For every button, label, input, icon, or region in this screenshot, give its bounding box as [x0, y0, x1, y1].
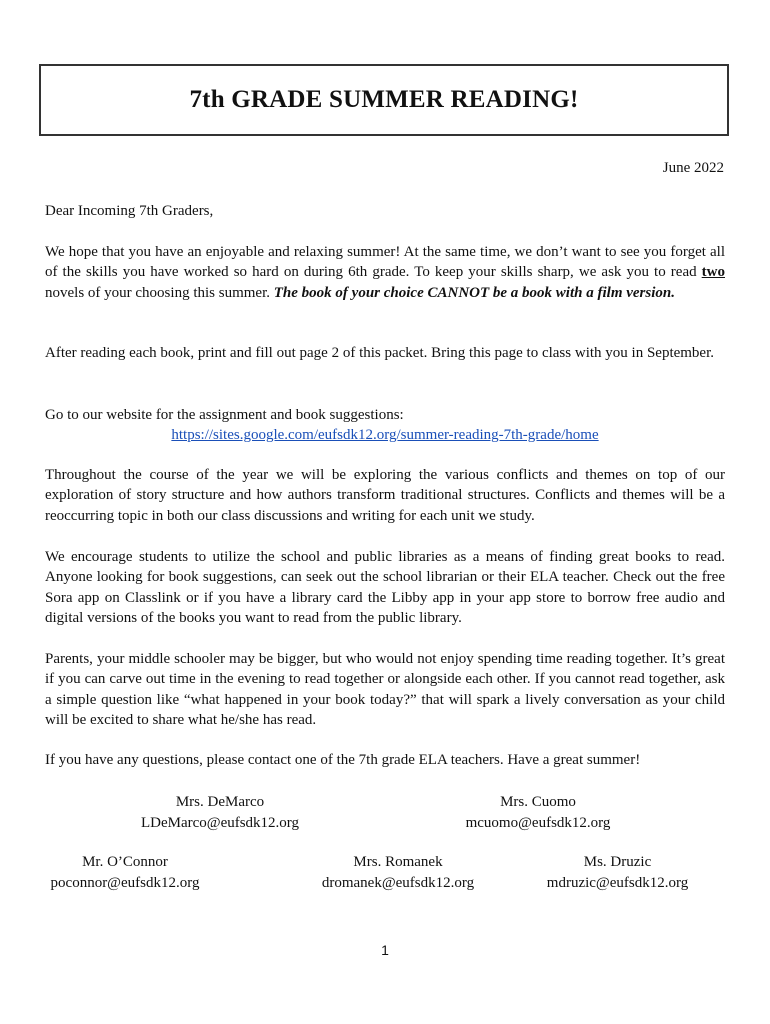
salutation — [45, 201, 725, 221]
film-version-warning: The book of your choice CANNOT be a book with a film version. — [273, 284, 675, 301]
contact-demarco — [120, 792, 320, 834]
contact-name: Mr. O’Connor — [82, 854, 168, 870]
contact-name: Ms. Druzic — [583, 854, 652, 870]
page-number: 1 — [381, 942, 389, 958]
paragraph-website-text: Go to our website for the assignment and book suggestions: — [45, 407, 404, 423]
website-link[interactable]: https://sites.google.com/eufsdk12.org/summer-reading-7th-grade/home — [171, 427, 599, 443]
intro-text-b: novels of your choosing this summer. — [45, 284, 274, 301]
intro-text-a: We hope that you have an enjoyable and relaxing summer! At the same time, we don’t want to see you forget all of the skills you have worked so hard on during 6th grade. To keep your skills sharp, we ask you to read — [45, 244, 725, 281]
contact-name: Mrs. Cuomo — [500, 794, 576, 810]
paragraph-parents — [45, 649, 725, 731]
page-title: 7th GRADE SUMMER READING! — [189, 86, 579, 113]
paragraph-intro-text — [45, 242, 725, 303]
paragraph-closing — [45, 750, 725, 770]
paragraph-closing-text: If you have any questions, please contact one of the 7th grade ELA teachers. Have a great summer! — [45, 752, 641, 768]
paragraph-intro — [45, 242, 725, 303]
paragraph-parents-text: Parents, your middle schooler may be bigger, but who would not enjoy spending time reading together. It’s great if you can carve out time in the evening to read together or alongside each other. If you cannot read together, ask a simple question like “what happened in your book today?” that will spark a lively conversation as your child will be excited to share what he/she has read. — [45, 651, 725, 729]
contact-email[interactable]: dromanek@eufsdk12.org — [321, 875, 475, 891]
emphasis-two: two — [701, 264, 725, 281]
contact-name: Mrs. DeMarco — [175, 794, 265, 810]
contact-druzic — [530, 852, 705, 894]
paragraph-themes-text: Throughout the course of the year we will be exploring the various conflicts and themes on top of our exploration of story structure and how authors transform traditional structures. Conflicts and themes will be a reoccurring topic in both our class discussions and writing for each unit we study. — [45, 467, 725, 524]
contact-romanek — [305, 852, 491, 894]
letter-date: June 2022 — [662, 160, 724, 176]
paragraph-libraries-text: We encourage students to utilize the school and public libraries as a means of finding great books to read. Anyone looking for book suggestions, can seek out the school librarian or their ELA teacher. Check out the free Sora app on Classlink or if you have a library card the Libby app in your app store to borrow free audio and digital versions of the books you want to read from the public library. — [45, 549, 725, 627]
contact-cuomo — [438, 792, 638, 834]
paragraph-instructions-text: After reading each book, print and fill out page 2 of this packet. Bring this page to class with you in September. — [45, 345, 715, 361]
contact-email[interactable]: mcuomo@eufsdk12.org — [465, 815, 611, 831]
paragraph-libraries — [45, 547, 725, 629]
contact-email[interactable]: LDeMarco@eufsdk12.org — [140, 815, 300, 831]
contact-email[interactable]: poconnor@eufsdk12.org — [50, 875, 200, 891]
website-link-line — [45, 425, 725, 445]
paragraph-instructions — [45, 343, 725, 363]
title-box — [39, 64, 729, 136]
contact-email[interactable]: mdruzic@eufsdk12.org — [546, 875, 689, 891]
paragraph-website — [45, 405, 725, 425]
salutation-text: Dear Incoming 7th Graders, — [45, 203, 214, 219]
contact-oconnor — [35, 852, 215, 894]
paragraph-themes — [45, 465, 725, 526]
contact-name: Mrs. Romanek — [353, 854, 443, 870]
